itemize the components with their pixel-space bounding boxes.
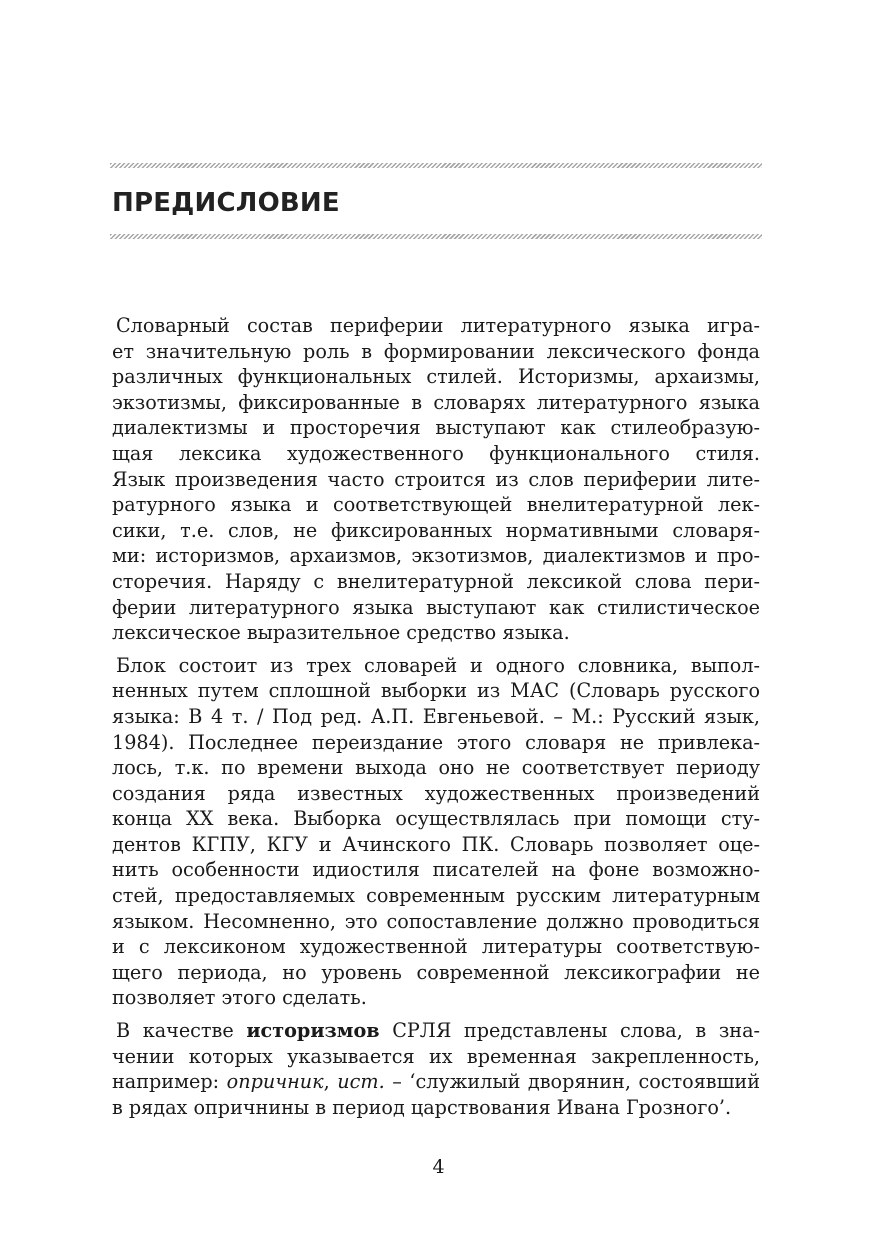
text-line: сторечия. Наряду с внелитературной лексикой слова пери-: [112, 569, 760, 593]
text-line: Блок состоит из трех словарей и одного словника, выпол-: [116, 653, 760, 677]
text-line: Словарный состав периферии литературного языка игра-: [116, 314, 760, 337]
text-line: [112, 1069, 760, 1095]
text-fragment: В качестве: [116, 1019, 247, 1043]
text-line: 1984). Последнее переиздание этого словаря не привлека-: [112, 730, 760, 754]
text-line: щего периода, но уровень современной лексикографии не: [112, 960, 760, 984]
text-line: Язык произведения часто строится из слов периферии лите-: [112, 467, 760, 491]
text-line: лось, т.к. по времени выхода оно не соответствует периоду: [112, 756, 760, 780]
text-line: дентов КГПУ, КГУ и Ачинского ПК. Словарь позволяет оце-: [112, 832, 760, 856]
paragraph-3: [112, 1018, 760, 1120]
text-line: нить особенности идиостиля писателей на фоне возможно-: [112, 858, 760, 882]
text-line: ферии литературного языка выступают как стилистическое: [112, 595, 760, 619]
text-fragment: например:: [112, 1070, 227, 1094]
header-bottom-rule: [110, 234, 762, 239]
text-line: и с лексиконом художественной литературы соответствую-: [112, 935, 760, 959]
body-text: [112, 313, 760, 1127]
paragraph-1: [112, 313, 760, 646]
text-fragment: – ‘служилый дворянин, состоявший: [384, 1070, 761, 1094]
text-fragment: ,: [323, 1070, 338, 1094]
page-number: 4: [432, 1156, 445, 1178]
text-line: создания ряда известных художественных произведений: [112, 781, 760, 805]
text-line: в рядах опричнины в период царствования Ивана Грозного’.: [112, 1095, 732, 1119]
text-line: позволяет этого сделать.: [112, 986, 367, 1010]
text-line: сики, т.е. слов, не фиксированных нормативными словаря-: [112, 518, 760, 542]
text-line: чении которых указывается их временная закрепленность,: [112, 1044, 760, 1068]
text-fragment: СРЛЯ представлены слова, в зна-: [379, 1019, 760, 1043]
label-abbrev: ист.: [337, 1070, 385, 1094]
text-line: щая лексика художественного функционального стиля.: [112, 441, 760, 465]
text-line: языка: В 4 т. / Под ред. А.П. Евгеньевой. – М.: Русский язык,: [112, 704, 760, 728]
text-line: экзотизмы, фиксированные в словарях литературного языка: [112, 390, 760, 414]
term-historisms: историзмов: [246, 1019, 380, 1043]
text-line: диалектизмы и просторечия выступают как стилеобразую-: [112, 416, 760, 440]
header-top-rule: [110, 163, 762, 168]
page-title: ПРЕДИСЛОВИЕ: [112, 188, 340, 218]
text-line: ет значительную роль в формировании лексического фонда: [112, 339, 760, 363]
text-line: языком. Несомненно, это сопоставление должно проводиться: [112, 909, 760, 933]
paragraph-2: [112, 653, 760, 1011]
text-line: конца XX века. Выборка осуществлялась при помощи сту-: [112, 807, 760, 831]
text-line: стей, предоставляемых современным русским литературным: [112, 884, 760, 908]
text-line: различных функциональных стилей. Историзмы, архаизмы,: [112, 365, 760, 389]
text-line: ми: историзмов, архаизмов, экзотизмов, диалектизмов и про-: [112, 544, 760, 568]
text-line: лексическое выразительное средство языка.: [112, 621, 570, 645]
text-line: [112, 1018, 760, 1044]
example-word: опричник: [226, 1070, 324, 1094]
text-line: ненных путем сплошной выборки из МАС (Словарь русского: [112, 679, 760, 703]
text-line: ратурного языка и соответствующей внелитературной лек-: [112, 493, 760, 517]
